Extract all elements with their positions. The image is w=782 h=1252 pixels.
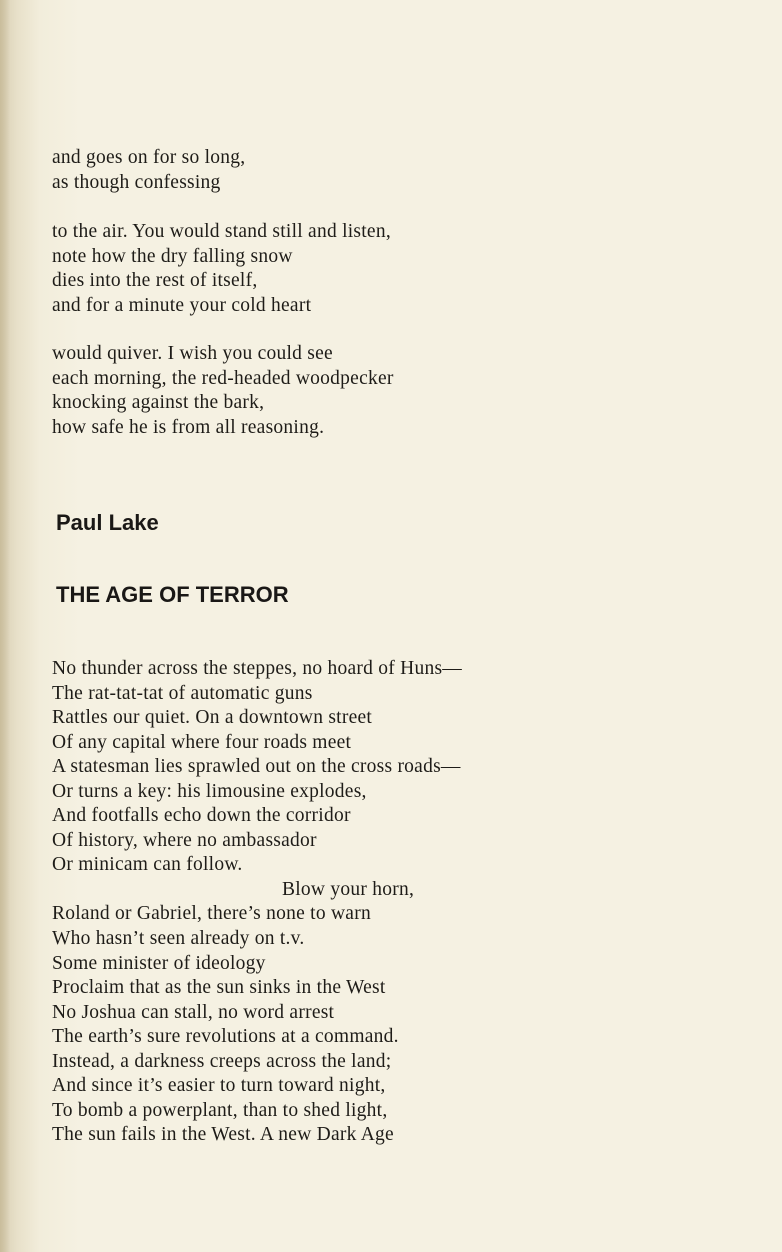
poem-line: The rat-tat-tat of automatic guns [52, 682, 313, 704]
poem-line: The sun fails in the West. A new Dark Age [52, 1124, 394, 1146]
poem-line: Rattles our quiet. On a downtown street [52, 707, 373, 729]
poem-line: would quiver. I wish you could see [52, 343, 333, 364]
poem-line: No thunder across the steppes, no hoard of Huns— [52, 658, 463, 679]
poem-line: And footfalls echo down the corridor [52, 805, 351, 827]
poem-line: Or turns a key: his limousine explodes, [52, 780, 367, 802]
poem-body [52, 657, 462, 1148]
poem-line: Who hasn’t seen already on t.v. [52, 928, 305, 950]
poem-line: knocking against the bark, [52, 392, 265, 414]
poem-line-indented: Blow your horn, [282, 878, 415, 900]
poem-line: and goes on for so long, [52, 147, 246, 168]
binding-shadow [0, 0, 10, 1252]
poem-line: The earth’s sure revolutions at a command. [52, 1026, 399, 1048]
poem-line: No Joshua can stall, no word arrest [52, 1001, 335, 1023]
poem-line: note how the dry falling snow [52, 245, 293, 267]
stanza-2 [52, 220, 391, 318]
poem-line: A statesman lies sprawled out on the cross roads— [52, 756, 461, 778]
poem-line: each morning, the red-headed woodpecker [52, 367, 394, 389]
poem-line: Or minicam can follow. [52, 854, 243, 876]
author-name: Paul Lake [56, 510, 159, 535]
poem-line: Instead, a darkness creeps across the land; [52, 1050, 392, 1072]
poem-line: To bomb a powerplant, than to shed light, [52, 1099, 388, 1121]
poem-line: And since it’s easier to turn toward night, [52, 1075, 386, 1097]
poem-line: Roland or Gabriel, there’s none to warn [52, 903, 371, 925]
stanza-3 [52, 342, 394, 440]
poem-line: as though confessing [52, 171, 221, 193]
poem-line: how safe he is from all reasoning. [52, 416, 325, 438]
poem-line: Of any capital where four roads meet [52, 731, 352, 753]
poem-line: Proclaim that as the sun sinks in the West [52, 977, 386, 999]
poem-line: Some minister of ideology [52, 952, 266, 974]
stanza-1 [52, 146, 245, 195]
poem-line: dies into the rest of itself, [52, 270, 258, 292]
poem-line: and for a minute your cold heart [52, 294, 312, 316]
poem-title: THE AGE OF TERROR [56, 582, 289, 607]
poem-line: to the air. You would stand still and listen, [52, 221, 391, 242]
poem-line: Of history, where no ambassador [52, 829, 317, 851]
